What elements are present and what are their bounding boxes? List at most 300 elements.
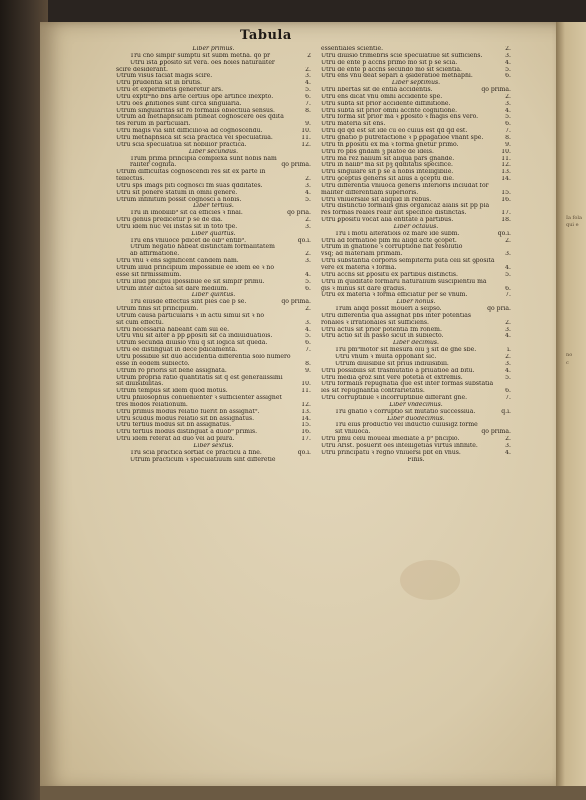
entry-text: Liber nonus.: [396, 299, 436, 306]
entry-text: Utrũ magis via sint difficilioꝛa ad cognoscendũ.: [116, 128, 263, 135]
table-column-left: [116, 46, 311, 463]
question-entry: [116, 272, 311, 279]
entry-text: Utrũ possibilis sit trãsmutatio a priuatiõe ad bitũ.: [321, 367, 475, 374]
entry-text: Utrũ Arist. posuerit oẽs intelligẽtias virtus infinite.: [321, 442, 478, 449]
entry-number: 13.: [501, 169, 511, 176]
entry-number: 10.: [301, 381, 311, 388]
entry-text: Utrũ libertas sit de ẽntia accidentis.: [321, 87, 433, 94]
question-entry: [116, 306, 311, 313]
entry-number: 9.: [305, 367, 311, 374]
entry-text: Utrũ ad formatiõẽ plm mĩ aliqd actẽ ꝯcopet.: [321, 237, 457, 244]
question-entry: [116, 265, 311, 272]
question-entry: [116, 258, 311, 265]
question-entry: [321, 429, 511, 436]
entry-text: Utrum visus faciat magis scire.: [116, 73, 213, 80]
entry-text: ab affirmatione.: [130, 251, 180, 258]
question-entry: [321, 67, 511, 74]
entry-number: 11.: [501, 155, 511, 162]
entry-text: Liber duodecimus.: [387, 415, 445, 422]
entry-number: 12.: [501, 162, 511, 169]
facing-page-note: no: [566, 352, 573, 358]
entry-text: Liber vndecimus.: [389, 401, 443, 408]
book-heading: [321, 299, 511, 306]
question-entry: [116, 381, 311, 388]
question-entry: [116, 436, 311, 443]
question-entry: [116, 244, 311, 251]
entry-number: 5.: [505, 271, 511, 278]
entry-number: 11.: [301, 388, 311, 395]
entry-number: q̃o prima.: [281, 162, 311, 169]
book-heading: [116, 46, 311, 53]
entry-text: Utrũ possibile sit duo accidentia differentia solo numero: [116, 353, 291, 360]
question-entry: [321, 183, 511, 190]
entry-number: 5.: [305, 333, 311, 340]
question-entry: [321, 108, 511, 115]
entry-number: q̃.i.: [501, 408, 511, 415]
entry-text: Liber sextus.: [193, 442, 234, 449]
entry-text: Utrum diuisibile sit prius indiuisibili.: [335, 360, 449, 367]
entry-text: Utrũ methaphsica sit scia practica vel speculatiua.: [116, 134, 273, 141]
book-heading: [116, 292, 311, 299]
question-entry: [321, 217, 511, 224]
question-entry: [321, 422, 511, 429]
question-entry: [321, 409, 511, 416]
entry-text: Utrũ rõ pbs gñdam ꝫ platoẽ de ideis.: [321, 148, 434, 155]
question-entry: [321, 244, 511, 251]
entry-text: Utrũ gñatio p putrefactionẽ ꝛ p ꝑpagatiõe vñant sp̃e.: [321, 134, 484, 141]
facing-page-note: Ia fola: [566, 215, 582, 221]
question-entry: [321, 361, 511, 368]
entry-number: 8.: [505, 134, 511, 141]
book-heading: [321, 224, 511, 231]
question-entry: [116, 416, 311, 423]
question-entry: [116, 114, 311, 121]
entry-number: 2.: [305, 66, 311, 73]
question-entry: [321, 142, 511, 149]
entry-number: 4.: [505, 449, 511, 456]
entry-text: raliter cognita.: [130, 162, 177, 169]
facing-page-note: c: [566, 360, 569, 366]
entry-text: Utrum in gñatione ꝛ corruptione fiat resolutio: [321, 244, 463, 251]
entry-text: Utrum propria ratio quantitatis sit q̃ est generalissimi: [116, 374, 283, 381]
entry-number: 3.: [305, 182, 311, 189]
entry-text: Utrũ diuisio trimẽbris scie speculatiue sit sufficiens.: [321, 52, 483, 59]
facing-page-note: qui e: [566, 222, 579, 228]
entry-text: Liber secundus.: [188, 148, 239, 155]
entry-text: Utrũ accñs sit ꝑpositũ ex partibus distinctis.: [321, 271, 458, 278]
entry-number: 4.: [305, 326, 311, 333]
entry-number: 4.: [505, 59, 511, 66]
question-entry: [116, 197, 311, 204]
book-heading: [116, 203, 311, 210]
entry-number: 2.: [305, 217, 311, 224]
question-entry: [116, 162, 311, 169]
entry-number: 3.: [505, 360, 511, 367]
question-entry: [116, 67, 311, 74]
entry-number: 15.: [301, 422, 311, 429]
entry-text: Trum aliqd possit moueri a seipso.: [335, 306, 442, 313]
question-entry: [116, 176, 311, 183]
entry-text: Liber octauus.: [393, 223, 439, 230]
entry-number: 10.: [501, 148, 511, 155]
entry-text: Utrũ idem nũc vel instãs sit in toto tpe.: [116, 223, 238, 230]
entry-text: Utrum singularitas sit rõ formalis obiectiua sensus.: [116, 107, 275, 114]
entry-text: tes rerum in particulari.: [116, 121, 191, 128]
book-heading: [321, 402, 511, 409]
entry-text: Liber quartus.: [191, 230, 236, 237]
entry-text: rõnales ꝛ irrationales sit sufficiens.: [321, 319, 429, 326]
entry-number: 7.: [505, 395, 511, 402]
entry-number: 2.: [505, 353, 511, 360]
entry-text: Utrum tempus sit idem quod motus.: [116, 388, 228, 395]
entry-number: 12.: [301, 141, 311, 148]
question-entry: [116, 169, 311, 176]
question-entry: [116, 183, 311, 190]
entry-number: 5.: [505, 374, 511, 381]
question-entry: [321, 128, 511, 135]
entry-number: 2: [307, 52, 311, 59]
page-header: Tabula: [240, 28, 292, 43]
question-entry: [321, 388, 511, 395]
entry-text: Utrũ actio sit in passo sicut in subiecto.: [321, 333, 444, 340]
entry-text: Utrũ vniuersale sit aliquid in rebus.: [321, 196, 432, 203]
question-entry: [321, 272, 511, 279]
entry-text: Utrũ de ente p accñs primo mõ sit p se scia.: [321, 59, 458, 66]
question-entry: [116, 101, 311, 108]
question-entry: [321, 251, 511, 258]
entry-text: Utrũ ista ꝑposito sit vera. oẽs hoĩes naturaliter: [130, 59, 275, 66]
entry-text: essentiales scientie.: [321, 46, 384, 52]
entry-text: Utrũ ens dicat vnũ omni accidente spe.: [321, 93, 443, 100]
question-entry: [116, 388, 311, 395]
book-heading: [321, 80, 511, 87]
entry-text: Utrũ genus predicetur p se de dĩa.: [116, 217, 223, 224]
entry-text: Utrũ de ente p accñs secundo mõ sit scientia.: [321, 66, 462, 73]
question-entry: [321, 60, 511, 67]
entry-number: 7.: [505, 292, 511, 299]
entry-number: 12.: [301, 401, 311, 408]
entry-text: Utrũ principatũ ꝛ regno vniuersi pbt ẽn vnus.: [321, 449, 461, 456]
question-entry: [116, 286, 311, 293]
question-entry: [321, 333, 511, 340]
entry-number: 5.: [305, 278, 311, 285]
entry-text: Utrũ media ꝯrõz sint vere potẽtia et extremis.: [321, 374, 463, 381]
entry-text: Utrũ in quiditate formarũ naturalium suscipientiũ ma: [321, 278, 487, 285]
entry-text: Utrũ scia speculatiua sit nobilior practica.: [116, 141, 247, 148]
entry-number: 4.: [505, 107, 511, 114]
question-entry: [321, 327, 511, 334]
entry-number: 5.: [505, 114, 511, 121]
question-entry: [321, 197, 511, 204]
question-entry: [116, 361, 311, 368]
question-entry: [116, 333, 311, 340]
table-column-right: [321, 46, 511, 463]
question-entry: [116, 320, 311, 327]
entry-number: 6.: [305, 93, 311, 100]
entry-number: 5.: [305, 87, 311, 94]
entry-text: Utrum illud principium impossibile ẽẽ idem ẽẽ ꝛ nõ: [116, 265, 275, 271]
entry-number: 7.: [505, 128, 511, 135]
entry-text: les sit repugnantia contrarietatis.: [321, 388, 425, 395]
question-entry: [321, 210, 511, 217]
entry-text: Utrũ tñ ꝑpositũ ex mã ꝛ forma gñetur primo.: [321, 141, 459, 148]
question-entry: [321, 203, 511, 210]
entry-number: 7.: [305, 347, 311, 354]
entry-text: Utrum difficultas cognoscendi res sit ex parte in: [116, 169, 266, 176]
question-entry: [116, 251, 311, 258]
entry-text: Trũ scia practica sortiat cẽ practicũ a fine.: [130, 449, 262, 456]
entry-number: 6.: [505, 285, 511, 292]
entry-text: Liber quintus.: [191, 292, 236, 299]
entry-text: vere ex materia ꝛ forma.: [321, 265, 397, 271]
entry-text: Utrũ oẽs ꝓnitiones sunt circa singularia.: [116, 100, 242, 107]
question-entry: [321, 347, 511, 354]
entry-text: Utrũ vnũ sit alter a pp ꝑpositi sit cã indiuiduatiõis.: [116, 333, 273, 340]
entry-text: Utrũ differentia vniuõca generis inferioris includat for: [321, 182, 489, 189]
entry-text: Liber septimus.: [391, 80, 441, 87]
entry-text: Liber tertius.: [193, 203, 234, 210]
entry-text: tellectus.: [116, 176, 145, 183]
entry-text: Utrũ subta sit prior accidente diffinitione.: [321, 100, 451, 107]
question-entry: [321, 46, 511, 53]
question-entry: [321, 320, 511, 327]
question-entry: [321, 265, 511, 272]
question-entry: [321, 156, 511, 163]
question-entry: [116, 87, 311, 94]
question-entry: [321, 313, 511, 320]
entry-text: Trũ ens vniuoce pdicet de oĩb⁹ entib⁹.: [130, 237, 247, 244]
entry-number: 2.: [505, 319, 511, 326]
question-entry: [116, 108, 311, 115]
entry-number: 16.: [501, 196, 511, 203]
question-entry: [116, 94, 311, 101]
entry-number: q̃o pria.: [287, 210, 311, 217]
entry-text: Utrum finis sit principium.: [116, 306, 199, 313]
entry-number: 3.: [305, 319, 311, 326]
entry-text: Utrũ sit ponere statum in omni genere.: [116, 189, 238, 196]
question-entry: [321, 169, 511, 176]
entry-number: 3.: [505, 442, 511, 449]
entry-text: Trũ i motu alteratiõis oz mãre idẽ subm.: [335, 230, 460, 237]
entry-text: Utrũ primus modus relatiõ fuerit bñ assignat⁹.: [116, 408, 260, 415]
entry-text: sit vniuoca.: [335, 429, 371, 436]
question-entry: [116, 375, 311, 382]
entry-text: Utrũ illud pncipiũ ipossibile ẽẽ sit simplr primũ.: [116, 278, 265, 285]
entry-number: 10.: [301, 128, 311, 135]
entry-number: q̃o.i.: [497, 230, 511, 237]
entry-number: 11.: [301, 134, 311, 141]
entry-text: Utrũ substantia corporis sempiterni puta celi sit ꝯposita: [321, 258, 495, 265]
question-entry: [116, 450, 311, 457]
entry-text: maliter differentiam superioris.: [321, 189, 419, 196]
entry-number: q̃o.i.: [297, 237, 311, 244]
question-entry: [116, 73, 311, 80]
question-entry: [116, 299, 311, 306]
question-entry: [321, 450, 511, 457]
entry-number: 3.: [505, 251, 511, 258]
entry-text: Finis.: [407, 456, 425, 463]
facing-page-edge: [556, 22, 586, 790]
entry-number: 3.: [305, 223, 311, 230]
entry-text: Trũ in imobilib⁹ sit cã efficiẽs ꝛ final.: [130, 210, 243, 217]
entry-text: Utrum secunda diuisio vnũ q̃ sit logica sit quẽda.: [116, 340, 268, 347]
entry-number: 7.: [305, 100, 311, 107]
question-entry: [321, 162, 511, 169]
question-entry: [321, 87, 511, 94]
question-entry: [116, 210, 311, 217]
question-entry: [321, 395, 511, 402]
question-entry: [321, 381, 511, 388]
entry-text: Trũ eius productio vel inductio cuiusĩgz forme: [335, 422, 478, 429]
question-entry: [321, 306, 511, 313]
entry-text: Utrũ vnũ ꝛ ens significent candem nãm.: [116, 258, 239, 265]
entry-number: 14.: [301, 415, 311, 422]
question-entry: [321, 231, 511, 238]
entry-text: res formas reales realr aut sp̃ecifice distinctas.: [321, 210, 467, 217]
entry-text: tres modos relationum.: [116, 401, 188, 408]
entry-text: scire desiderant.: [116, 66, 168, 73]
question-entry: [321, 149, 511, 156]
question-entry: [116, 135, 311, 142]
entry-number: q̃o pria.: [487, 306, 511, 313]
question-entry: [321, 286, 511, 293]
entry-number: 18.: [501, 217, 511, 224]
entry-text: Utrũ materia sit ens.: [321, 121, 386, 128]
entry-number: 6.: [505, 73, 511, 80]
question-entry: [116, 60, 311, 67]
entry-number: 6.: [505, 388, 511, 395]
entry-text: Trum prima principia complexa sunt nobis nam: [130, 155, 277, 162]
entry-number: 3.: [305, 73, 311, 80]
book-heading: [116, 231, 311, 238]
book-heading: [321, 340, 511, 347]
entry-text: sit cum effectu.: [116, 319, 164, 326]
question-entry: [321, 368, 511, 375]
entry-text: Utrũ philosophus conuenienter ꝛ sufficienter assignet: [116, 395, 282, 402]
entry-text: Utrũ ex materia ꝛ forma efficiatur per se vnum.: [321, 292, 468, 299]
question-entry: [116, 402, 311, 409]
question-entry: [321, 292, 511, 299]
entry-text: Trũ pm⁹motor sit mẽsura oĩu ꝫ sit de gñe sbe.: [335, 347, 477, 354]
entry-number: 4.: [505, 265, 511, 271]
entry-text: Utrũ in nãlib⁹ mã sit pꝫ qdditatis sp̃ecifice.: [321, 162, 453, 169]
question-entry: [321, 279, 511, 286]
entry-number: 9.: [305, 121, 311, 128]
entry-text: Utrum practicum ꝛ speculatiuum sint differẽtie: [130, 456, 276, 463]
question-entry: [321, 53, 511, 60]
entry-text: Utrum causa particularis ꝛ in actu simul sit ꝛ nõ: [116, 312, 265, 319]
entry-number: q̃o prima.: [281, 299, 311, 306]
entry-number: 3.: [505, 100, 511, 107]
entry-number: 3.: [505, 326, 511, 333]
question-entry: [321, 354, 511, 361]
question-entry: [116, 190, 311, 197]
entry-number: 13.: [301, 408, 311, 415]
question-entry: [116, 347, 311, 354]
question-entry: [116, 422, 311, 429]
book-heading: [321, 416, 511, 423]
question-entry: [321, 114, 511, 121]
entry-text: Utrũ singulare sit p se a nobis intelligibile.: [321, 169, 454, 176]
entry-text: Utrũ tertius modus distinguat a duob⁹ primis.: [116, 429, 258, 436]
entry-number: 4.: [305, 189, 311, 196]
question-entry: [116, 409, 311, 416]
question-entry: [321, 238, 511, 245]
entry-text: Utrũ corruptibile ꝛ incorruptibile differant gñe.: [321, 395, 468, 402]
question-entry: [116, 354, 311, 361]
entry-number: 8.: [305, 107, 311, 114]
entry-text: Utrũ sp̃s imãgs piti cognosci fm suas qdditates.: [116, 182, 263, 189]
entry-text: vsq; ad materiam primam.: [321, 251, 403, 258]
entry-number: 17.: [501, 210, 511, 217]
entry-number: 2.: [305, 306, 311, 313]
paper-stain: [400, 560, 460, 600]
entry-text: Utrũ formalis repugnãtia que est inter formas substãtia: [321, 381, 494, 388]
book-heading: [116, 443, 311, 450]
entry-text: Utrum negatio habeat distinctam formalitatem: [130, 244, 275, 251]
question-entry: [321, 73, 511, 80]
entry-number: 6.: [305, 285, 311, 292]
entry-number: 4.: [305, 271, 311, 278]
entry-text: Utrũ idem referat ad duo vel ad plura.: [116, 436, 235, 443]
question-entry: [116, 313, 311, 320]
entry-text: Liber decimus.: [393, 340, 439, 347]
entry-text: Utrũ scũdus modus relatiõ sit bñ assignatus.: [116, 415, 255, 422]
entry-text: Utrũ forma sit prior mã ꝛ ꝑposito ꝛ magis ens vero.: [321, 114, 479, 121]
question-entry: [321, 121, 511, 128]
question-entry: [116, 327, 311, 334]
entry-text: Utrum rõ prioris sit bene assignata.: [116, 367, 227, 374]
entry-number: 5.: [505, 66, 511, 73]
question-entry: [116, 121, 311, 128]
entry-text: Utrũ ꝑpositũ vocat aliã entitatẽ a partibus.: [321, 217, 454, 224]
entry-text: Utrũ tertius modus sit bñ assignatus.: [116, 422, 232, 429]
entry-text: Utrũ prudentia sit in brutis.: [116, 80, 202, 87]
question-entry: [321, 190, 511, 197]
entry-number: 9.: [505, 141, 511, 148]
question-entry: [116, 429, 311, 436]
question-entry: [116, 217, 311, 224]
question-entry: [116, 457, 311, 464]
question-entry: [116, 224, 311, 231]
question-entry: [321, 443, 511, 450]
entry-text: Utrũ differentia quã assignat pbs inter potentias: [321, 312, 471, 319]
entry-number: 4.: [505, 333, 511, 340]
entry-text: Utrum ad methaphsicam ptineat cognoscere oẽs qdita: [116, 114, 284, 121]
entry-text: Utrũ ens vnũ dẽat separi a ꝯsideratiõe methaphi.: [321, 73, 473, 80]
entry-number: 2.: [505, 93, 511, 100]
entry-number: 2.: [505, 237, 511, 244]
entry-text: Utrũ eẽ distinguat in decẽ p̃dicamenta.: [116, 347, 238, 354]
entry-text: Utrũ actus sit prior potentia fm rõnem.: [321, 326, 442, 333]
question-entry: [116, 53, 311, 60]
entry-text: esse sit firmissimum.: [116, 271, 182, 278]
entry-number: 6.: [305, 340, 311, 347]
entry-text: Liber primus.: [192, 46, 235, 52]
question-entry: [116, 340, 311, 347]
entry-number: 2.: [505, 46, 511, 52]
entry-text: Trũ gñatio ꝛ corruptio sit mutatio successiua.: [335, 408, 476, 415]
entry-text: Utrum infinitum possit cognosci a nobis.: [116, 196, 242, 203]
book-heading: [116, 149, 311, 156]
entry-text: Trũ cno simplr sumptũ sit subm metha. q̃o pr: [130, 52, 271, 59]
question-entry: [321, 436, 511, 443]
entry-number: 16.: [301, 429, 311, 436]
entry-text: esse in eodem subiecto.: [116, 360, 190, 367]
question-entry: [116, 156, 311, 163]
entry-number: 2.: [305, 176, 311, 183]
entry-number: 2.: [305, 251, 311, 258]
